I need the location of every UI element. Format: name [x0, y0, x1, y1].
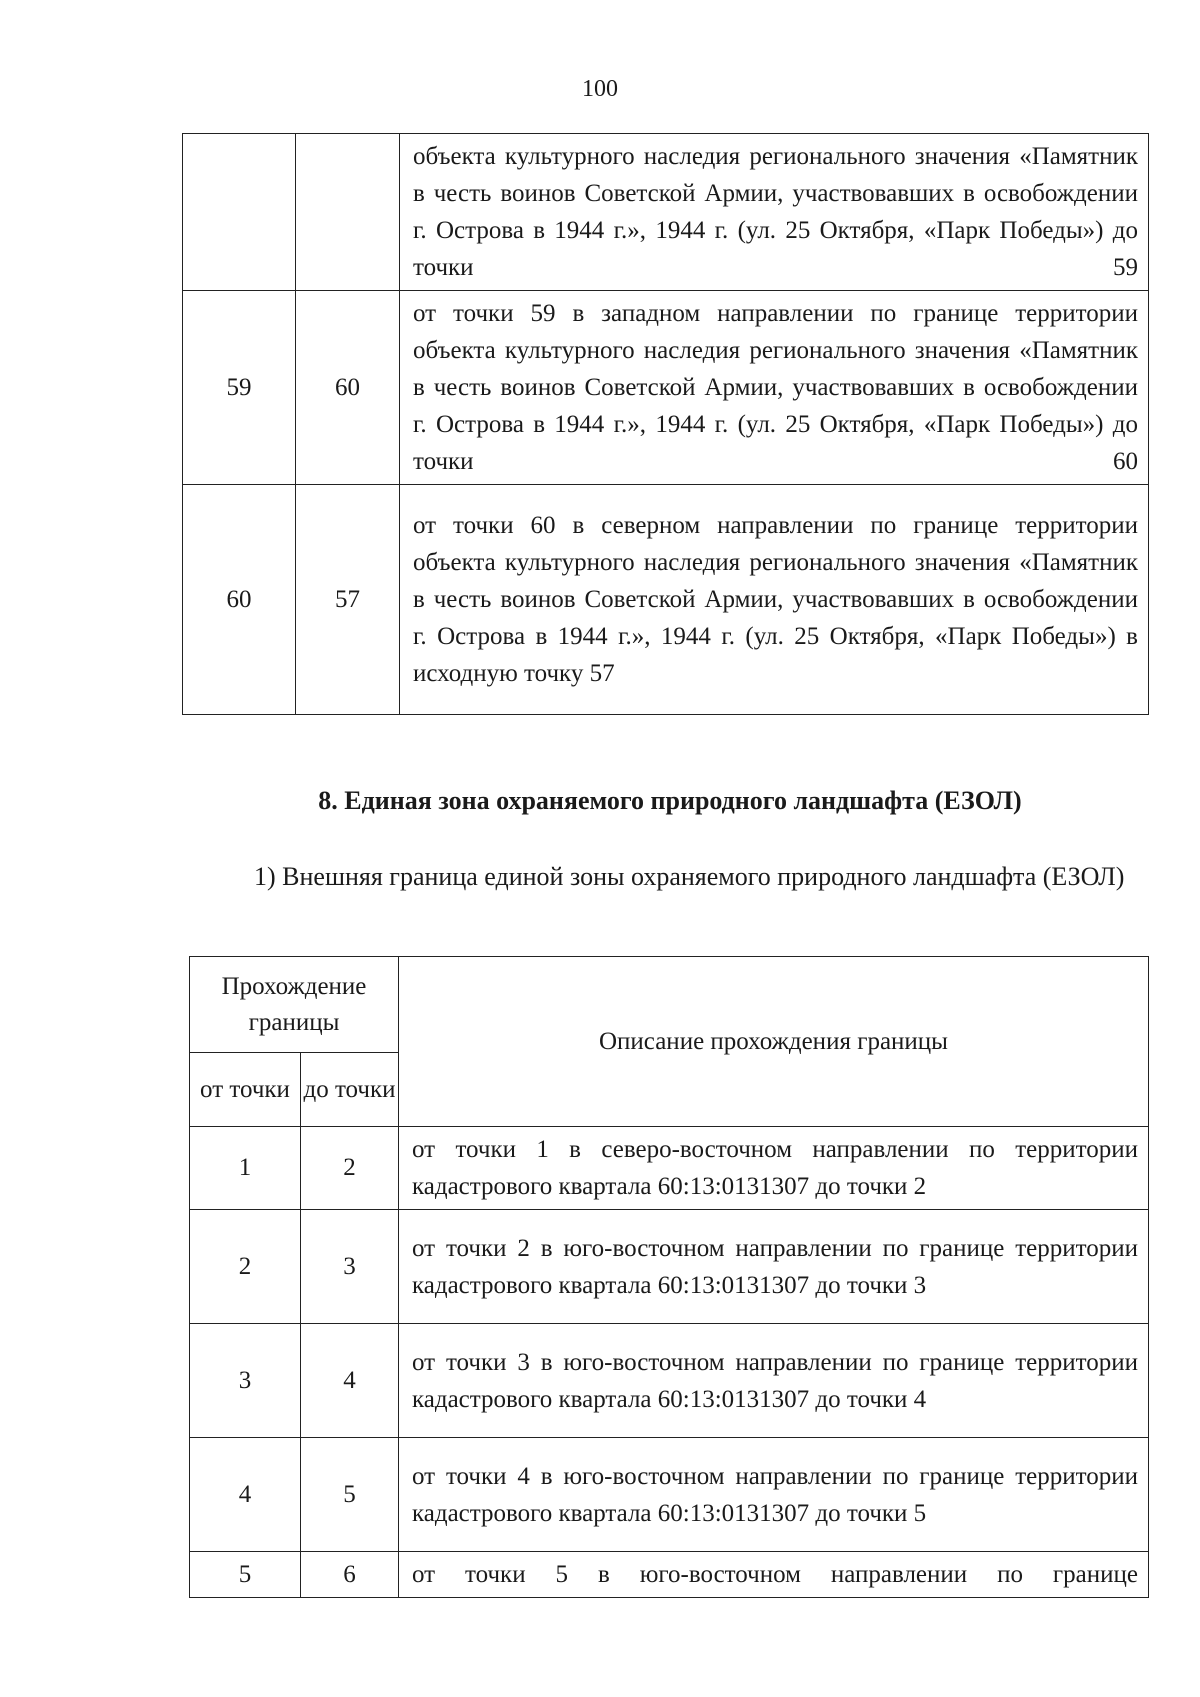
header-description: Описание прохождения границы — [399, 957, 1149, 1127]
from-point-cell: 60 — [183, 485, 296, 715]
to-point-cell: 3 — [301, 1210, 399, 1324]
from-point-cell — [183, 134, 296, 291]
description-cell: объекта культурного наследия регионального значения «Памятник в честь воинов Советской Армии, участвовавших в освобождении г. Острова в 1944 г.», 1944 г. (ул. 25 Октября, «Парк Победы») до точки 59 — [400, 134, 1149, 291]
table-header-row — [190, 957, 1149, 1053]
from-point-cell: 5 — [190, 1552, 301, 1598]
table-row — [183, 291, 1149, 485]
description-cell: от точки 1 в северо-восточном направлении по территории кадастрового квартала 60:13:0131307 до точки 2 — [399, 1127, 1149, 1210]
to-point-cell: 60 — [296, 291, 400, 485]
from-point-cell: 1 — [190, 1127, 301, 1210]
description-cell: от точки 4 в юго-восточном направлении по границе территории кадастрового квартала 60:13:0131307 до точки 5 — [399, 1438, 1149, 1552]
description-cell: от точки 3 в юго-восточном направлении по границе территории кадастрового квартала 60:13:0131307 до точки 4 — [399, 1324, 1149, 1438]
header-to-point: до точки — [301, 1053, 399, 1127]
boundary-table — [189, 956, 1149, 1598]
description-cell: от точки 5 в юго-восточном направлении по границе — [399, 1552, 1149, 1598]
header-from-point: от точки — [190, 1053, 301, 1127]
from-point-cell: 59 — [183, 291, 296, 485]
to-point-cell: 6 — [301, 1552, 399, 1598]
table-row — [190, 1552, 1149, 1598]
section-subtitle: 1) Внешняя граница единой зоны охраняемого природного ландшафта (ЕЗОЛ) — [254, 862, 1125, 891]
to-point-cell: 2 — [301, 1127, 399, 1210]
table-row — [190, 1324, 1149, 1438]
to-point-cell: 57 — [296, 485, 400, 715]
boundary-table-continued — [182, 133, 1149, 715]
table-row — [183, 134, 1149, 291]
table-row — [190, 1127, 1149, 1210]
from-point-cell: 3 — [190, 1324, 301, 1438]
to-point-cell — [296, 134, 400, 291]
to-point-cell: 5 — [301, 1438, 399, 1552]
from-point-cell: 4 — [190, 1438, 301, 1552]
description-cell: от точки 60 в северном направлении по границе территории объекта культурного наследия регионального значения «Памятник в честь воинов Советской Армии, участвовавших в освобождении г. Острова в 1944 г.», 1944 г. (ул. 25 Октября, «Парк Победы») в исходную точку 57 — [400, 485, 1149, 715]
from-point-cell: 2 — [190, 1210, 301, 1324]
to-point-cell: 4 — [301, 1324, 399, 1438]
description-cell: от точки 2 в юго-восточном направлении по границе территории кадастрового квартала 60:13:0131307 до точки 3 — [399, 1210, 1149, 1324]
section-heading: 8. Единая зона охраняемого природного ландшафта (ЕЗОЛ) — [318, 786, 1022, 815]
page-number: 100 — [582, 76, 618, 102]
description-cell: от точки 59 в западном направлении по границе территории объекта культурного наследия регионального значения «Памятник в честь воинов Советской Армии, участвовавших в освобождении г. Острова в 1944 г.», 1944 г. (ул. 25 Октября, «Парк Победы») до точки 60 — [400, 291, 1149, 485]
header-boundary-passage: Прохождение границы — [190, 957, 399, 1053]
table-row — [190, 1438, 1149, 1552]
table-row — [183, 485, 1149, 715]
table-row — [190, 1210, 1149, 1324]
